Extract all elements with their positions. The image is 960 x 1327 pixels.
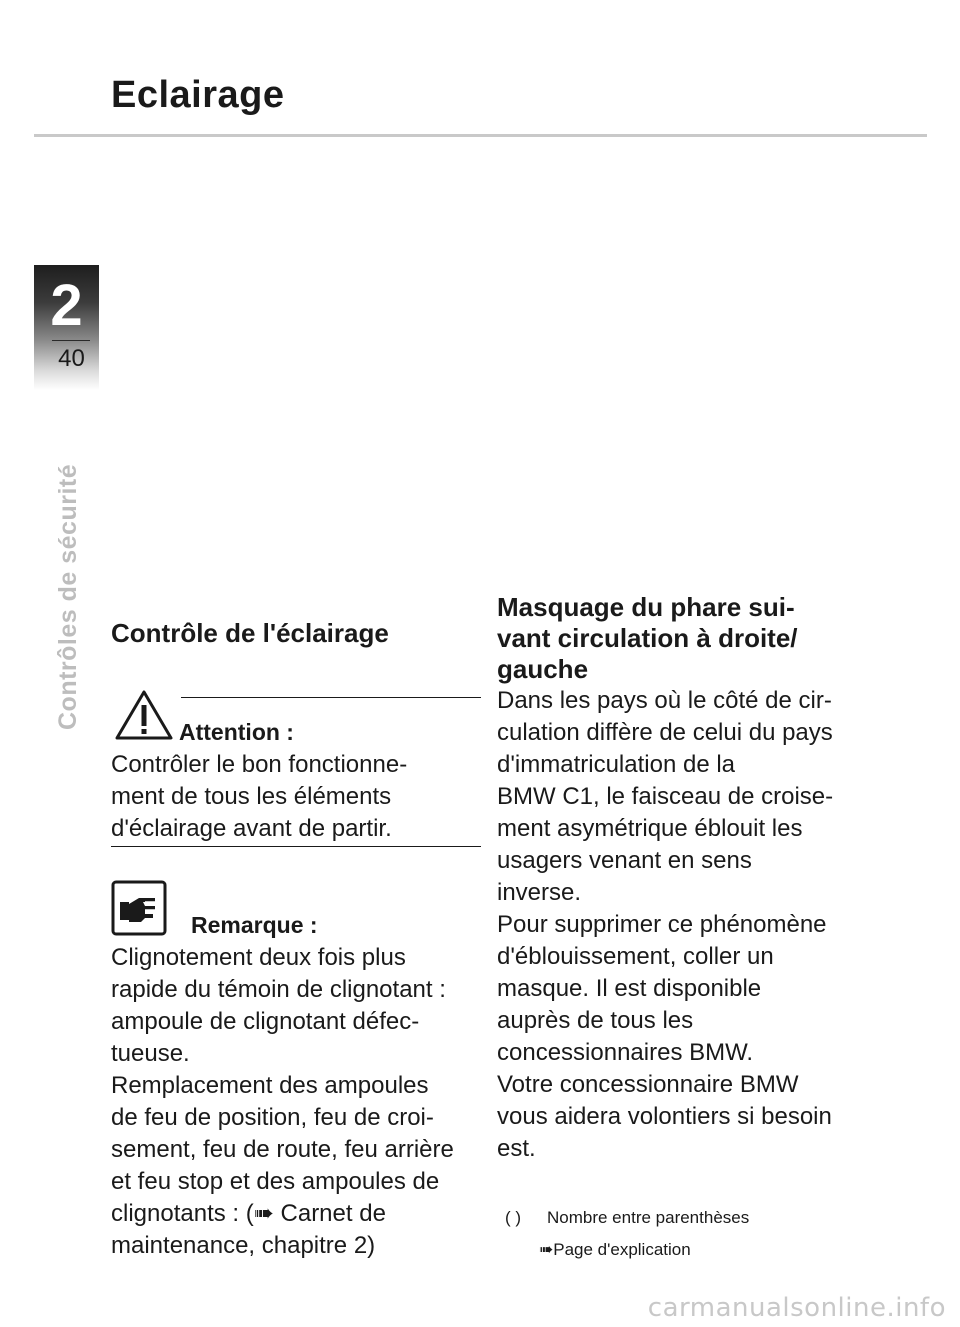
right-body-line: Votre concessionnaire BMW <box>497 1071 799 1098</box>
left-heading: Contrôle de l'éclairage <box>111 618 389 648</box>
right-body-line: d'immatriculation de la <box>497 751 736 778</box>
right-body-line: BMW C1, le faisceau de croise- <box>497 783 834 810</box>
attention-line: d'éclairage avant de partir. <box>111 815 392 842</box>
header-divider <box>34 134 927 137</box>
remark-line: Clignotement deux fois plus <box>111 944 406 971</box>
page-number: 40 <box>58 345 85 372</box>
attention-line: ment de tous les éléments <box>111 783 392 810</box>
watermark: carmanualsonline.info <box>647 1293 946 1323</box>
remark-line: sement, feu de route, feu arrière <box>111 1136 454 1163</box>
legend-row-arrow <box>505 1238 749 1270</box>
chapter-divider <box>52 340 90 341</box>
remark-title: Remarque : <box>191 912 318 938</box>
attention-top-divider <box>181 697 481 698</box>
right-body-line: concessionnaires BMW. <box>497 1039 754 1066</box>
remark-line: ampoule de clignotant défec- <box>111 1008 420 1035</box>
right-column <box>497 592 877 1165</box>
right-body-line: auprès de tous les <box>497 1007 694 1034</box>
section-side-label: Contrôles de sécurité <box>54 463 82 730</box>
left-column <box>111 618 481 649</box>
legend-arrow-text: Page d'explication <box>553 1240 691 1259</box>
pointing-hand-icon <box>111 880 167 936</box>
attention-title: Attention : <box>179 719 294 745</box>
right-body-line: vous aidera volontiers si besoin <box>497 1103 832 1130</box>
warning-triangle-icon <box>113 688 175 742</box>
legend-row-parentheses <box>505 1206 749 1238</box>
remark-line: tueuse. <box>111 1040 190 1067</box>
right-body-line: usagers venant en sens <box>497 847 752 874</box>
attention-line: Contrôler le bon fonctionne- <box>111 751 408 778</box>
right-heading-line: vant circulation à droite/ <box>497 623 798 653</box>
right-heading-line: gauche <box>497 654 589 684</box>
right-body-line: Pour supprimer ce phénomène <box>497 911 827 938</box>
arrow-right-icon: ➠ <box>539 1240 554 1259</box>
right-body-line: inverse. <box>497 879 582 906</box>
remark-line: Remplacement des ampoules <box>111 1072 429 1099</box>
attention-bottom-divider <box>111 846 481 847</box>
remark-text <box>111 942 481 1262</box>
symbol-legend <box>505 1206 749 1270</box>
parentheses-symbol: ( ) <box>505 1208 522 1227</box>
right-heading-line: Masquage du phare sui- <box>497 592 795 622</box>
legend-parentheses-text: Nombre entre parenthèses <box>547 1208 750 1227</box>
right-body-line: culation diffère de celui du pays <box>497 719 833 746</box>
right-body-line: Dans les pays où le côté de cir- <box>497 687 832 714</box>
remark-line: clignotants : (➠ Carnet de <box>111 1200 386 1227</box>
remark-line: de feu de position, feu de croi- <box>111 1104 434 1131</box>
right-body-line: ment asymétrique éblouit les <box>497 815 803 842</box>
remark-line: et feu stop et des ampoules de <box>111 1168 440 1195</box>
right-body-line: d'éblouissement, coller un <box>497 943 774 970</box>
page-title: Eclairage <box>111 74 285 116</box>
right-body-line: masque. Il est disponible <box>497 975 762 1002</box>
attention-text <box>111 749 481 845</box>
chapter-number: 2 <box>50 273 83 338</box>
attention-block <box>111 688 481 848</box>
remark-line: maintenance, chapitre 2) <box>111 1232 376 1259</box>
right-body-line: est. <box>497 1135 536 1162</box>
remark-line: rapide du témoin de clignotant : <box>111 976 446 1003</box>
